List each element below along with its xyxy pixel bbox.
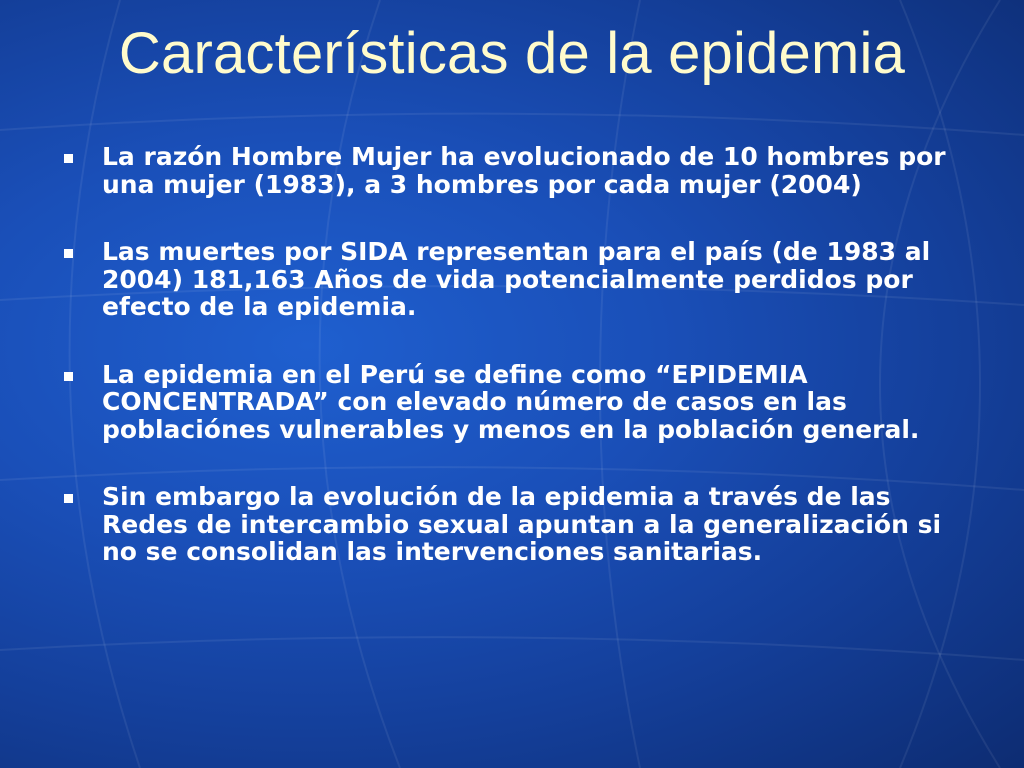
slide-title: Características de la epidemia [118, 21, 906, 86]
bullet-item [60, 238, 960, 321]
square-bullet-icon [64, 494, 73, 503]
bullet-item [60, 361, 960, 444]
bullet-item [60, 483, 960, 566]
bullet-item [60, 143, 960, 198]
bullet-text: Las muertes por SIDA representan para el país (de 1983 al 2004) 181,163 Años de vida potencialmente perdidos por efecto de la epidemia. [102, 237, 931, 321]
square-bullet-icon [64, 154, 73, 163]
bullet-list [60, 143, 960, 606]
bullet-text: Sin embargo la evolución de la epidemia a través de las Redes de intercambio sexual apuntan a la generalización si no se consolidan las intervenciones sanitarias. [102, 482, 942, 566]
square-bullet-icon [64, 372, 73, 381]
square-bullet-icon [64, 249, 73, 258]
bullet-text: La razón Hombre Mujer ha evolucionado de 10 hombres por una mujer (1983), a 3 hombres por cada mujer (2004) [102, 142, 946, 199]
bullet-text: La epidemia en el Perú se define como “EPIDEMIA CONCENTRADA” con elevado número de casos en las poblaciónes vulnerables y menos en la población general. [102, 359, 920, 444]
